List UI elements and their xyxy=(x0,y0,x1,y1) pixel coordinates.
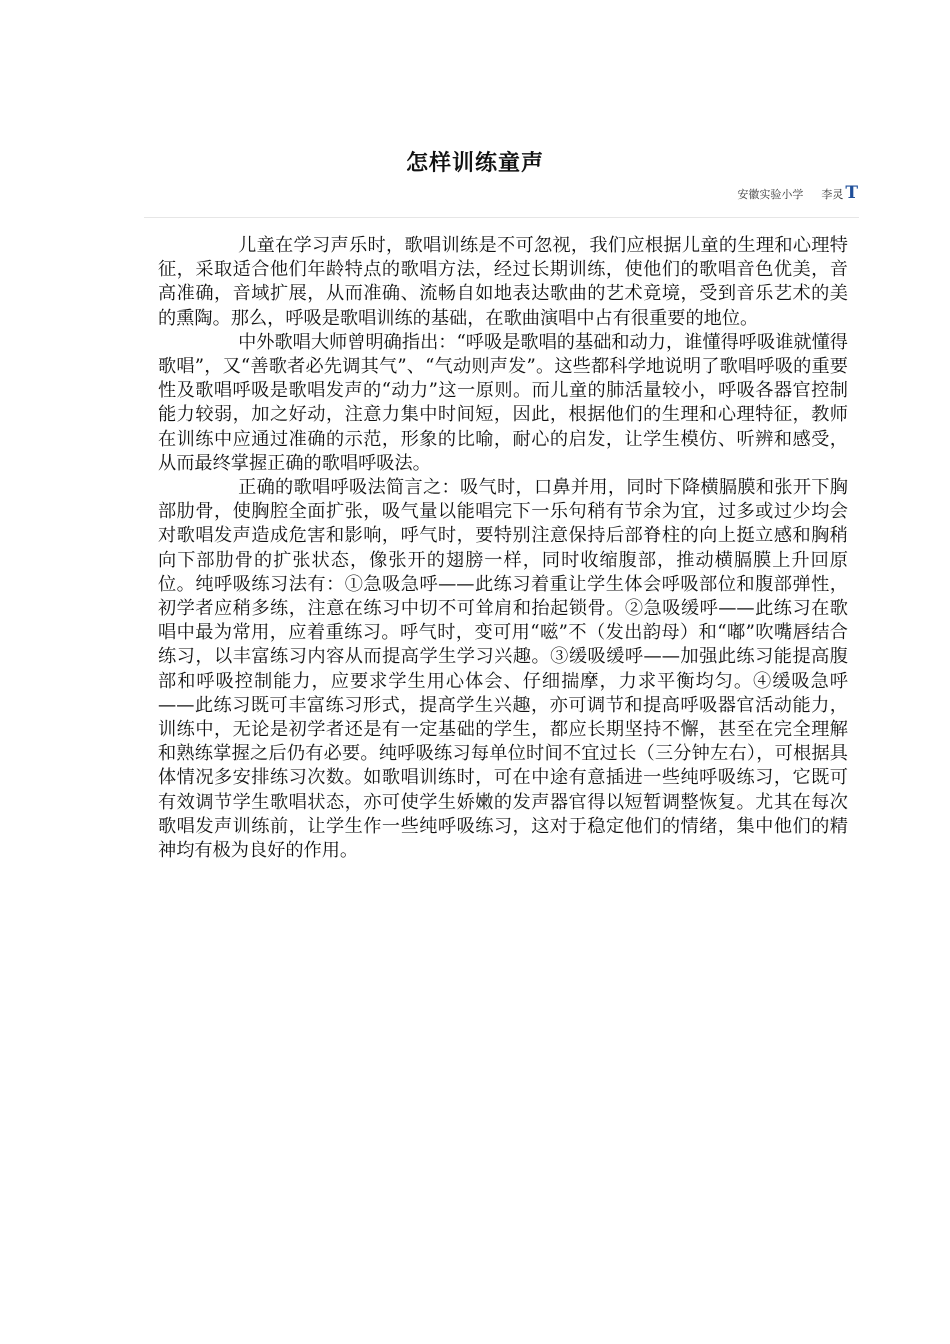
paragraph-1: 儿童在学习声乐时，歌唱训练是不可忽视，我们应根据儿童的生理和心理特征，采取适合他们年龄特点的歌唱方法，经过长期训练，使他们的歌唱音色优美，音高准确，音域扩展，从而准确、流畅自如地表达歌曲的艺术竟境，受到音乐艺术的美的熏陶。那么，呼吸是歌唱训练的基础，在歌曲演唱中占有很重要的地位。 xyxy=(158,235,848,329)
article-body xyxy=(158,234,848,863)
paragraph-2: 中外歌唱大师曾明确指出：“呼吸是歌唱的基础和动力，谁懂得呼吸谁就懂得歌唱”，又“善歌者必先调其气”、“气动则声发”。这些都科学地说明了歌唱呼吸的重要性及歌唱呼吸是歌唱发声的“动力”这一原则。而儿童的肺活量较小，呼吸各器官控制能力较弱，加之好动，注意力集中时间短，因此，根据他们的生理和心理特征，教师在训练中应通过准确的示范，形象的比喻，耐心的启发，让学生模仿、听辨和感受，从而最终掌握正确的歌唱呼吸法。 xyxy=(158,331,848,474)
paragraph-3: 正确的歌唱呼吸法简言之：吸气时，口鼻并用，同时下降横膈膜和张开下胸部肋骨，使胸腔全面扩张，吸气量以能唱完下一乐句稍有节余为宜，过多或过少均会对歌唱发声造成危害和影响，呼气时，要特别注意保持后部脊柱的向上挺立感和胸稍向下部肋骨的扩张状态，像张开的翅膀一样，同时收缩腹部，推动横膈膜上升回原位。纯呼吸练习法有：①急吸急呼——此练习着重让学生体会呼吸部位和腹部弹性，初学者应稍多练，注意在练习中切不可耸肩和抬起锁骨。②急吸缓呼——此练习在歌唱中最为常用，应着重练习。呼气时，变可用“嗞”不（发出韵母）和“嘟”吹嘴唇结合练习，以丰富练习内容从而提高学生学习兴趣。③缓吸缓呼——加强此练习能提高腹部和呼吸控制能力，应要求学生用心体会、仔细揣摩，力求平衡均匀。④缓吸急呼——此练习既可丰富练习形式，提高学生兴趣，亦可调节和提高呼吸器官活动能力，训练中，无论是初学者还是有一定基础的学生，都应长期坚持不懈，甚至在完全理解和熟练掌握之后仍有必要。纯呼吸练习每单位时间不宜过长（三分钟左右），可根据具体情况多安排练习次数。如歌唱训练时，可在中途有意插进一些纯呼吸练习，它既可有效调节学生歌唱状态，亦可使学生娇嫩的发声器官得以短暂调整恢复。尤其在每次歌唱发声训练前，让学生作一些纯呼吸练习，这对于稳定他们的情绪，集中他们的精神均有极为良好的作用。 xyxy=(158,477,848,862)
author-name: 李灵 xyxy=(821,187,844,201)
document-title: 怎样训练童声 xyxy=(405,151,544,176)
text-t-icon[interactable]: T xyxy=(845,183,858,203)
header-divider xyxy=(144,217,859,218)
byline xyxy=(737,185,858,202)
school-name: 安徽实验小学 xyxy=(737,187,804,201)
